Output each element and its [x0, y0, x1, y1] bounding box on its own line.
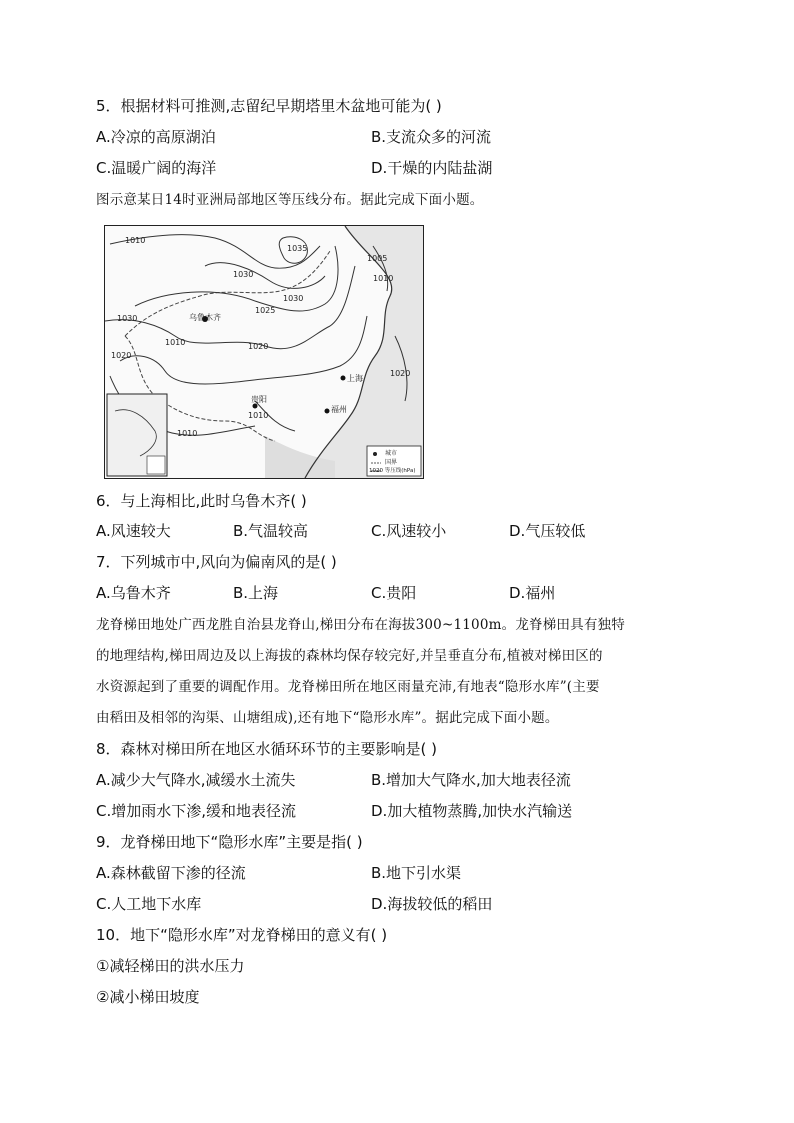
- material-2-line-2: 的地理结构,梯田周边及以上海拔的森林均保存较完好,并呈垂直分布,植被对梯田区的: [96, 648, 603, 664]
- q7-option-a: A.乌鲁木齐: [96, 584, 171, 602]
- isobar-label: 1020: [390, 369, 411, 378]
- material-2-line-4: 由稻田及相邻的沟渠、山塘组成),还有地下“隐形水库”。据此完成下面小题。: [96, 710, 559, 726]
- material-1-text: 图示意某日14时亚洲局部地区等压线分布。据此完成下面小题。: [96, 192, 484, 208]
- map-city-shanghai: 上海: [347, 374, 363, 383]
- q10-item-1: ①减轻梯田的洪水压力: [96, 957, 245, 975]
- q5-stem: 5．根据材料可推测,志留纪早期塔里木盆地可能为( ): [96, 97, 442, 115]
- q8-option-b: B.增加大气降水,加大地表径流: [371, 771, 571, 789]
- material-2-line-3: 水资源起到了重要的调配作用。龙脊梯田所在地区雨量充沛,有地表“隐形水库”(主要: [96, 679, 600, 695]
- isobar-label: 1010: [165, 338, 186, 347]
- q6-stem: 6．与上海相比,此时乌鲁木齐( ): [96, 492, 307, 510]
- q5-option-a: A.冷凉的高原湖泊: [96, 128, 216, 146]
- isobar-label: 1020: [111, 351, 132, 360]
- isobar-label: 1005: [367, 254, 388, 263]
- q5-option-d: D.干燥的内陆盐湖: [371, 159, 493, 177]
- map-city-urumqi: 乌鲁木齐: [189, 313, 221, 322]
- isobar-label: 1030: [283, 294, 304, 303]
- isobar-label: 1010: [177, 429, 198, 438]
- isobar-map: [104, 225, 424, 479]
- material-2-line-1: 龙脊梯田地处广西龙胜自治县龙脊山,梯田分布在海拔300~1100m。龙脊梯田具有独特: [96, 617, 625, 633]
- isobar-label: 1010: [125, 236, 146, 245]
- q9-option-c: C.人工地下水库: [96, 895, 202, 913]
- q8-option-d: D.加大植物蒸腾,加快水汽输送: [371, 802, 573, 820]
- isobar-label: 1025: [255, 306, 276, 315]
- isobar-map-drawing: [105, 226, 423, 478]
- isobar-label: 1030: [117, 314, 138, 323]
- q6-option-b: B.气温较高: [233, 522, 309, 540]
- q10-item-2: ②减小梯田坡度: [96, 988, 200, 1006]
- q9-stem: 9．龙脊梯田地下“隐形水库”主要是指( ): [96, 833, 363, 851]
- isobar-label: 1030: [233, 270, 254, 279]
- map-city-fuzhou: 福州: [331, 405, 347, 414]
- map-city-guiyang: 贵阳: [251, 395, 267, 404]
- isobar-label: 1020: [248, 342, 269, 351]
- q5-option-c: C.温暖广阔的海洋: [96, 159, 217, 177]
- q8-stem: 8．森林对梯田所在地区水循环环节的主要影响是( ): [96, 740, 438, 758]
- q6-option-d: D.气压较低: [509, 522, 586, 540]
- q8-option-a: A.减少大气降水,减缓水土流失: [96, 771, 296, 789]
- q6-option-c: C.风速较小: [371, 522, 447, 540]
- isobar-label: 1010: [248, 411, 269, 420]
- q8-option-c: C.增加雨水下渗,缓和地表径流: [96, 802, 297, 820]
- q7-stem: 7．下列城市中,风向为偏南风的是( ): [96, 553, 337, 571]
- q9-option-a: A.森林截留下渗的径流: [96, 864, 246, 882]
- q9-option-d: D.海拔较低的稻田: [371, 895, 493, 913]
- legend-border: 国界: [385, 459, 398, 466]
- q5-option-b: B.支流众多的河流: [371, 128, 492, 146]
- q7-option-c: C.贵阳: [371, 584, 417, 602]
- q9-option-b: B.地下引水渠: [371, 864, 462, 882]
- q10-stem: 10．地下“隐形水库”对龙脊梯田的意义有( ): [96, 926, 388, 944]
- legend-city: 城市: [385, 450, 398, 457]
- q7-option-d: D.福州: [509, 584, 556, 602]
- isobar-label: 1035: [287, 244, 308, 253]
- legend-isobar: 1020 等压线(hPa): [369, 468, 416, 474]
- q6-option-a: A.风速较大: [96, 522, 171, 540]
- q7-option-b: B.上海: [233, 584, 279, 602]
- isobar-label: 1010: [373, 274, 394, 283]
